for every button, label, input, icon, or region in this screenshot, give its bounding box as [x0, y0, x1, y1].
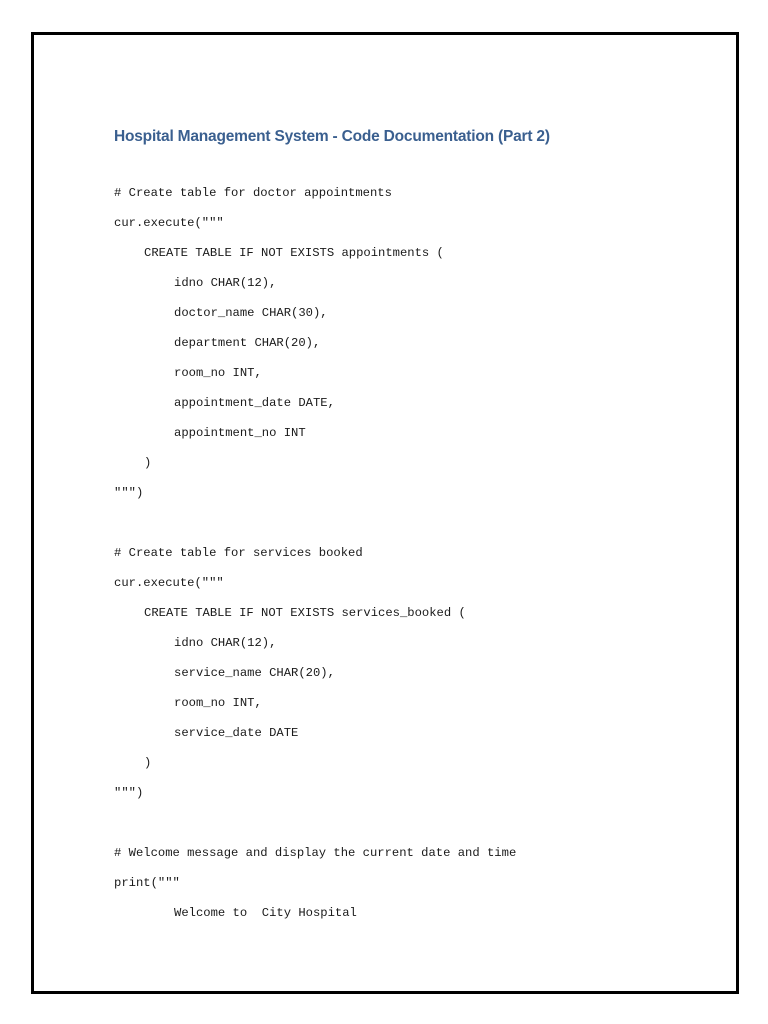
code-line: # Create table for services booked — [114, 546, 363, 560]
code-line: room_no INT, — [174, 696, 262, 710]
code-line: CREATE TABLE IF NOT EXISTS appointments ( — [144, 246, 444, 260]
code-line: room_no INT, — [174, 366, 262, 380]
code-line: CREATE TABLE IF NOT EXISTS services_booked ( — [144, 606, 466, 620]
code-line: ) — [144, 756, 152, 770]
blank-code-line — [114, 808, 516, 838]
code-line: appointment_date DATE, — [174, 396, 335, 410]
document-page — [31, 32, 739, 994]
blank-code-line — [114, 508, 516, 538]
code-line: print(""" — [114, 876, 180, 890]
code-line: # Create table for doctor appointments — [114, 186, 392, 200]
document-title: Hospital Management System - Code Documentation (Part 2) — [114, 128, 550, 145]
code-line: """) — [114, 786, 144, 800]
code-line: service_date DATE — [174, 726, 299, 740]
code-line: doctor_name CHAR(30), — [174, 306, 328, 320]
code-line: cur.execute(""" — [114, 576, 224, 590]
code-line: cur.execute(""" — [114, 216, 224, 230]
code-line: department CHAR(20), — [174, 336, 321, 350]
code-line: ) — [144, 456, 152, 470]
code-line: service_name CHAR(20), — [174, 666, 335, 680]
code-block — [114, 178, 516, 928]
code-line: """) — [114, 486, 144, 500]
code-line: idno CHAR(12), — [174, 276, 277, 290]
code-line: # Welcome message and display the current date and time — [114, 846, 517, 860]
code-line: Welcome to City Hospital — [174, 906, 357, 920]
code-line: idno CHAR(12), — [174, 636, 277, 650]
code-line: appointment_no INT — [174, 426, 306, 440]
